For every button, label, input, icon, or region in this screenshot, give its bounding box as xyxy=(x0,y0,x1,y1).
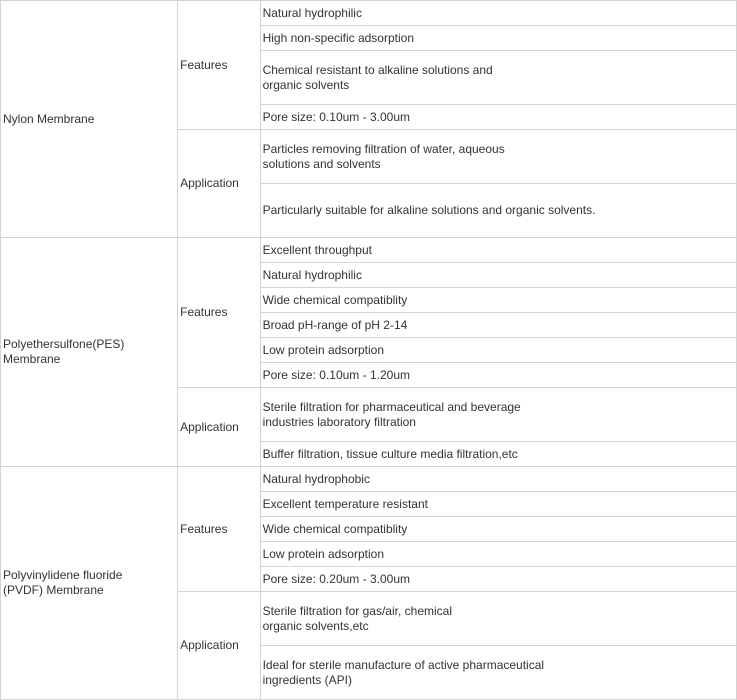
feature-item: Natural hydrophilic xyxy=(260,1,736,26)
feature-item: Pore size: 0.10um - 3.00um xyxy=(260,105,736,130)
application-item: Ideal for sterile manufacture of active pharmaceutical ingredients (API) xyxy=(260,646,736,700)
table-row xyxy=(1,467,737,492)
feature-item: Pore size: 0.20um - 3.00um xyxy=(260,567,736,592)
application-label: Application xyxy=(178,592,260,700)
feature-item: Excellent throughput xyxy=(260,238,736,263)
features-label: Features xyxy=(178,1,260,130)
table-row xyxy=(1,1,737,26)
application-item: Buffer filtration, tissue culture media filtration,etc xyxy=(260,442,736,467)
feature-item: Low protein adsorption xyxy=(260,338,736,363)
features-label: Features xyxy=(178,238,260,388)
membrane-name-nylon: Nylon Membrane xyxy=(1,1,178,238)
application-item: Particles removing filtration of water, aqueous solutions and solvents xyxy=(260,130,736,184)
feature-item: Natural hydrophobic xyxy=(260,467,736,492)
features-label: Features xyxy=(178,467,260,592)
membrane-name-pvdf: Polyvinylidene fluoride (PVDF) Membrane xyxy=(1,467,178,700)
feature-item: Wide chemical compatiblity xyxy=(260,288,736,313)
application-item: Sterile filtration for pharmaceutical and beverage industries laboratory filtration xyxy=(260,388,736,442)
feature-item: Wide chemical compatiblity xyxy=(260,517,736,542)
feature-item: Low protein adsorption xyxy=(260,542,736,567)
table-row xyxy=(1,238,737,263)
feature-item: Excellent temperature resistant xyxy=(260,492,736,517)
feature-item: Broad pH-range of pH 2-14 xyxy=(260,313,736,338)
feature-item: Pore size: 0.10um - 1.20um xyxy=(260,363,736,388)
feature-item: Chemical resistant to alkaline solutions and organic solvents xyxy=(260,51,736,105)
application-item: Particularly suitable for alkaline solutions and organic solvents. xyxy=(260,184,736,238)
application-label: Application xyxy=(178,388,260,467)
application-label: Application xyxy=(178,130,260,238)
feature-item: Natural hydrophilic xyxy=(260,263,736,288)
application-item: Sterile filtration for gas/air, chemical organic solvents,etc xyxy=(260,592,736,646)
feature-item: High non-specific adsorption xyxy=(260,26,736,51)
membrane-name-pes: Polyethersulfone(PES) Membrane xyxy=(1,238,178,467)
